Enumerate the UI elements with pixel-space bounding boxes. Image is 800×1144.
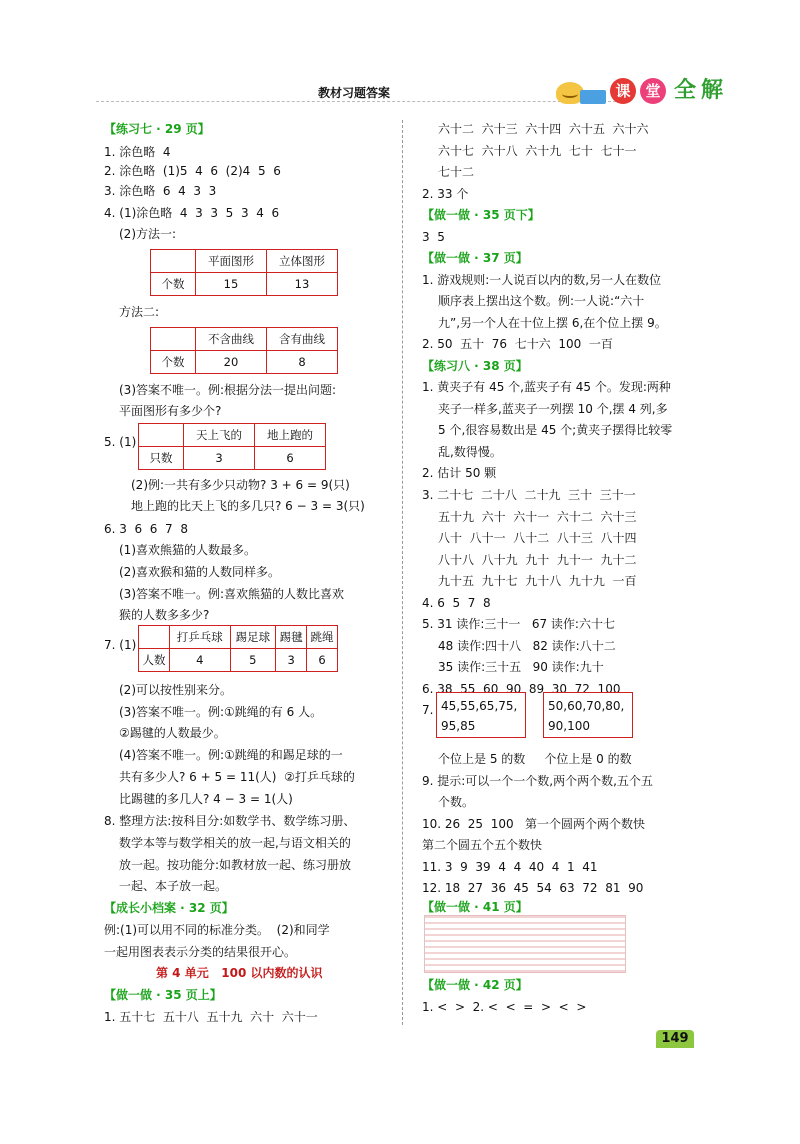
column-divider: [402, 120, 403, 1025]
table-method-one: [150, 249, 338, 296]
answer-line: 六十二 六十三 六十四 六十五 六十六: [438, 122, 649, 136]
table-cell: 踢足球: [230, 626, 276, 649]
answer-line: 七十二: [438, 165, 475, 179]
table-cell: [139, 424, 184, 447]
table-cell: 打乒乓球: [170, 626, 231, 649]
answer-line: 个位上是 5 的数 个位上是 0 的数: [438, 752, 632, 766]
answer-line: 2. 涂色略 (1)5 4 6 (2)4 5 6: [104, 164, 281, 178]
answer-line: 例:(1)可以用不同的标准分类。 (2)和同学: [104, 923, 330, 937]
section-heading: 【做一做 · 41 页】: [422, 900, 528, 914]
header-divider: [96, 101, 626, 102]
answer-line: 4. (1)涂色略 4 3 3 5 3 4 6: [104, 206, 280, 220]
logo-char: 堂: [640, 78, 666, 104]
table-cell: 踢毽: [276, 626, 307, 649]
answer-line: (3)答案不唯一。例:喜欢熊猫的人数比喜欢: [119, 587, 345, 601]
page-number: 149: [656, 1030, 694, 1048]
section-heading: 【做一做 · 37 页】: [422, 251, 528, 265]
answer-line: 3. 涂色略 6 4 3 3: [104, 184, 217, 198]
section-heading: 【做一做 · 35 页下】: [422, 208, 540, 222]
table-cell: 人数: [139, 649, 170, 672]
logo-char: 全: [673, 78, 696, 103]
table-method-two: [150, 327, 338, 374]
answer-line: (3)答案不唯一。例:①跳绳的有 6 人。: [119, 705, 323, 719]
table-cell: 3: [184, 447, 255, 470]
brand-logo: [556, 76, 726, 106]
answer-line: 第二个圆五个五个数快: [422, 838, 543, 852]
table-cell: [139, 626, 170, 649]
section-heading: 【成长小档案 · 32 页】: [104, 901, 234, 915]
answer-line: 九十五 九十七 九十八 九十九 一百: [438, 574, 637, 588]
table-cell: 6: [255, 447, 326, 470]
answer-line: (4)答案不唯一。例:①跳绳的和踢足球的一: [119, 748, 343, 762]
answer-line: 1. 游戏规则:一人说百以内的数,另一人在数位: [422, 273, 662, 287]
answer-line: 放一起。按功能分:如教材放一起、练习册放: [119, 858, 352, 872]
answer-line: 48 读作:四十八 82 读作:八十二: [438, 639, 616, 653]
table-animals: [138, 423, 326, 470]
answer-line: 7.: [422, 703, 434, 717]
table-cell: 平面图形: [196, 250, 267, 273]
section-heading: 【做一做 · 35 页上】: [104, 988, 222, 1002]
table-cell: 不含曲线: [196, 328, 267, 351]
answer-line: 个数。: [438, 795, 475, 809]
ones-zero-box: [543, 692, 633, 738]
answer-line: 2. 50 五十 76 七十六 100 一百: [422, 337, 613, 351]
answer-line: 3 5: [422, 230, 445, 244]
answer-line: 2. 估计 50 颗: [422, 466, 497, 480]
table-cell: 个数: [151, 351, 196, 374]
table-cell: 15: [196, 273, 267, 296]
answer-line: 顺序表上摆出这个数。例:一人说:“六十: [438, 294, 645, 308]
box-line: 45,55,65,75,: [441, 699, 518, 713]
table-cell: 13: [267, 273, 338, 296]
logo-char: 课: [610, 78, 636, 104]
answer-line: 5 个,很容易数出是 45 个;黄夹子摆得比较零: [438, 423, 673, 437]
answer-line: 乱,数得慢。: [438, 445, 502, 459]
answer-line: ②踢毽的人数最少。: [119, 726, 226, 740]
box-line: 90,100: [548, 719, 590, 733]
table-cell: 只数: [139, 447, 184, 470]
answer-line: (2)方法一:: [119, 227, 177, 241]
table-cell: 天上飞的: [184, 424, 255, 447]
answer-line: 猴的人数多多少?: [119, 608, 210, 622]
box-line: 50,60,70,80,: [548, 699, 625, 713]
answer-line: 夹子一样多,蓝夹子一列摆 10 个,摆 4 列,多: [438, 402, 668, 416]
answer-line: 9. 提示:可以一个一个数,两个两个数,五个五: [422, 774, 653, 788]
section-heading: 【练习七 · 29 页】: [104, 122, 210, 136]
answer-line: 九”,另一个人在十位上摆 6,在个位上摆 9。: [438, 316, 667, 330]
logo-char: 解: [700, 78, 723, 103]
answer-line: 6. 3 6 6 7 8: [104, 522, 188, 536]
answer-line: 1. 黄夹子有 45 个,蓝夹子有 45 个。发现:两种: [422, 380, 671, 394]
answer-line: 35 读作:三十五 90 读作:九十: [438, 660, 604, 674]
table-cell: 6: [307, 649, 338, 672]
answer-line: 六十七 六十八 六十九 七十 七十一: [438, 144, 637, 158]
answer-line: 8. 整理方法:按科目分:如数学书、数学练习册、: [104, 814, 356, 828]
answer-line: 1. 五十七 五十八 五十九 六十 六十一: [104, 1010, 318, 1024]
table-cell: 个数: [151, 273, 196, 296]
answer-line: 数学本等与数学相关的放一起,与语文相关的: [119, 836, 351, 850]
section-heading: 【练习八 · 38 页】: [422, 359, 528, 373]
box-line: 95,85: [441, 719, 476, 733]
answer-line: 平面图形有多少个?: [119, 404, 222, 418]
answer-line: 5. (1): [104, 435, 137, 449]
table-activities: [138, 625, 338, 672]
answer-line: 10. 26 25 100 第一个圆两个两个数快: [422, 817, 646, 831]
pattern-image: [424, 915, 626, 973]
answer-line: 4. 6 5 7 8: [422, 596, 491, 610]
table-cell: [151, 328, 196, 351]
answer-line: 1. < > 2. < < = > < >: [422, 1000, 587, 1014]
answer-line: 6. 38 55 60 90 89 30 72 100: [422, 682, 621, 696]
answer-line: (3)答案不唯一。例:根据分法一提出问题:: [119, 383, 337, 397]
answer-line: 共有多少人? 6 + 5 = 11(人) ②打乒乓球的: [119, 770, 355, 784]
answer-line: 一起用图表表示分类的结果很开心。: [104, 945, 297, 959]
answer-line: (2)例:一共有多少只动物? 3 + 6 = 9(只): [131, 478, 350, 492]
answer-line: (1)喜欢熊猫的人数最多。: [119, 543, 256, 557]
table-cell: 5: [230, 649, 276, 672]
answer-line: 11. 3 9 39 4 4 40 4 1 41: [422, 860, 598, 874]
table-cell: 立体图形: [267, 250, 338, 273]
answer-line: 地上跑的比天上飞的多几只? 6 − 3 = 3(只): [131, 499, 365, 513]
unit-heading: 第 4 单元 100 以内数的认识: [156, 966, 323, 980]
table-cell: 4: [170, 649, 231, 672]
table-cell: 跳绳: [307, 626, 338, 649]
table-cell: 含有曲线: [267, 328, 338, 351]
answer-line: 八十 八十一 八十二 八十三 八十四: [438, 531, 637, 545]
section-heading: 【做一做 · 42 页】: [422, 978, 528, 992]
answer-line: 比踢毽的多几人? 4 − 3 = 1(人): [119, 792, 293, 806]
answer-line: 7. (1): [104, 638, 137, 652]
table-cell: 8: [267, 351, 338, 374]
page-header-title: 教材习题答案: [318, 86, 391, 100]
answer-line: 八十八 八十九 九十 九十一 九十二: [438, 553, 637, 567]
answer-line: 方法二:: [119, 305, 160, 319]
answer-line: 12. 18 27 36 45 54 63 72 81 90: [422, 881, 644, 895]
ones-five-box: [436, 692, 526, 738]
answer-line: (2)可以按性别来分。: [119, 683, 232, 697]
answer-line: (2)喜欢猴和猫的人数同样多。: [119, 565, 280, 579]
answer-line: 5. 31 读作:三十一 67 读作:六十七: [422, 617, 615, 631]
answer-line: 1. 涂色略 4: [104, 145, 171, 159]
table-cell: [151, 250, 196, 273]
answer-line: 3. 二十七 二十八 二十九 三十 三十一: [422, 488, 636, 502]
table-cell: 3: [276, 649, 307, 672]
answer-line: 一起、本子放一起。: [119, 879, 228, 893]
answer-line: 五十九 六十 六十一 六十二 六十三: [438, 510, 637, 524]
book-icon: [580, 90, 606, 104]
answer-line: 2. 33 个: [422, 187, 469, 201]
table-cell: 20: [196, 351, 267, 374]
table-cell: 地上跑的: [255, 424, 326, 447]
